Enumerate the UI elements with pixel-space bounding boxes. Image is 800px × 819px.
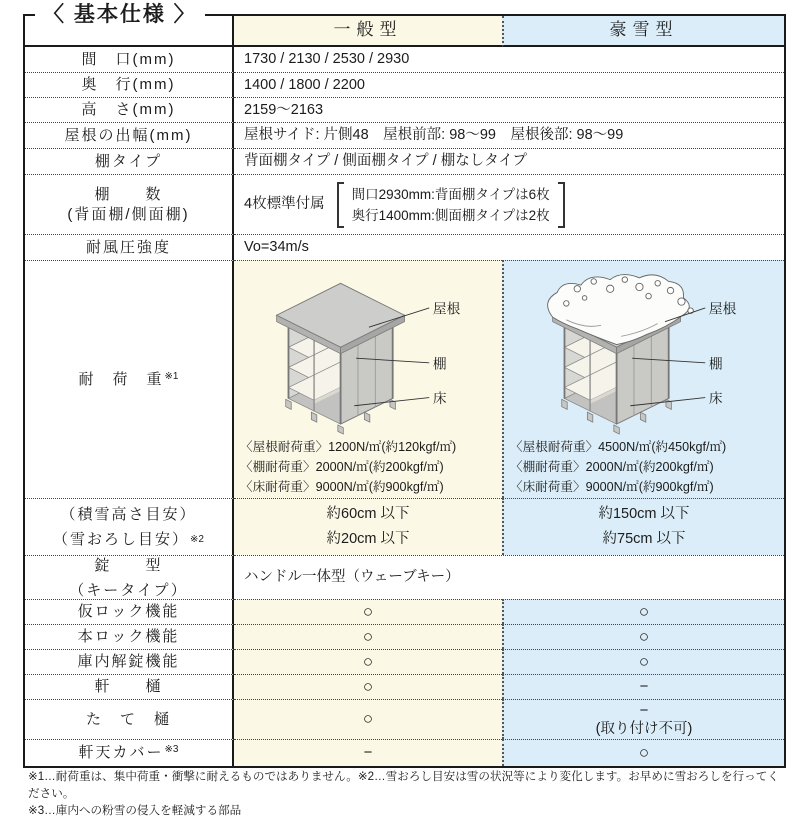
- row-lock-type-label: 錠 型 （キータイプ）: [25, 555, 234, 599]
- shed-illustration-general: [249, 265, 487, 435]
- fig-label-floor: 床: [708, 391, 723, 407]
- row-roof-overhang-value: 屋根サイド: 片側48 屋根前部: 98〜99 屋根後部: 98〜99: [234, 122, 784, 148]
- row-main-lock-heavy-snow: ○: [502, 624, 784, 649]
- row-depth-label: 奥 行(mm): [25, 72, 234, 97]
- footnotes: [28, 768, 788, 819]
- load-values-general: 〈屋根耐荷重〉1200N/㎡(約120kgf/㎡) 〈棚耐荷重〉2000N/㎡(約200kgf/㎡) 〈床耐荷重〉9000N/㎡(約900kgf/㎡): [240, 440, 457, 494]
- spec-grid: [25, 16, 784, 766]
- row-shelf-type-value: 背面棚タイプ / 側面棚タイプ / 棚なしタイプ: [234, 148, 784, 174]
- row-snow-height-general: 約60cm 以下 約20cm 以下: [234, 498, 502, 555]
- row-inner-unlock-heavy-snow: ○: [502, 649, 784, 674]
- row-eaves-gutter-general: ○: [234, 674, 502, 699]
- row-eaves-gutter-label: 軒 樋: [25, 674, 234, 699]
- row-snow-height-heavy-snow: 約150cm 以下 約75cm 以下: [502, 498, 784, 555]
- row-temp-lock-heavy-snow: ○: [502, 599, 784, 624]
- row-shelf-count-label: 棚 数 (背面棚/側面棚): [25, 174, 234, 234]
- row-temp-lock-label: 仮ロック機能: [25, 599, 234, 624]
- row-vertical-gutter-label: た て 樋: [25, 699, 234, 739]
- shelf-count-note: 間口2930mm:背面棚タイプは6枚 奥行1400mm:側面棚タイプは2枚: [337, 182, 565, 228]
- row-wind-value: Vo=34m/s: [234, 234, 784, 260]
- page-title: 〈 基本仕様 〉: [35, 0, 205, 30]
- row-load-label: 耐 荷 重$^{※1}$: [25, 260, 234, 498]
- row-soffit-cover-heavy-snow: ○: [502, 739, 784, 766]
- row-shelf-type-label: 棚タイプ: [25, 148, 234, 174]
- fig-label-floor: 床: [432, 391, 447, 407]
- column-header-heavy-snow: 豪雪型: [502, 16, 784, 47]
- fig-label-shelf: 棚: [432, 356, 447, 372]
- row-main-lock-label: 本ロック機能: [25, 624, 234, 649]
- row-shelf-count-value: 4枚標準付属 間口2930mm:背面棚タイプは6枚 奥行1400mm:側面棚タイプは2枚: [234, 174, 784, 234]
- fig-label-roof: 屋根: [432, 301, 461, 317]
- row-width-value: 1730 / 2130 / 2530 / 2930: [234, 47, 784, 72]
- load-values-heavy-snow: 〈屋根耐荷重〉4500N/㎡(約450kgf/㎡) 〈棚耐荷重〉2000N/㎡(約200kgf/㎡) 〈床耐荷重〉9000N/㎡(約900kgf/㎡): [510, 440, 727, 494]
- shed-illustration-heavy-snow: [525, 265, 763, 435]
- row-load-value-general: [234, 260, 502, 498]
- fig-label-roof: 屋根: [708, 301, 737, 317]
- row-height-label: 高 さ(mm): [25, 97, 234, 122]
- column-header-general: 一般型: [234, 16, 502, 47]
- row-wind-label: 耐風圧強度: [25, 234, 234, 260]
- row-depth-value: 1400 / 1800 / 2200: [234, 72, 784, 97]
- row-roof-overhang-label: 屋根の出幅(mm): [25, 122, 234, 148]
- row-inner-unlock-label: 庫内解錠機能: [25, 649, 234, 674]
- row-temp-lock-general: ○: [234, 599, 502, 624]
- row-load-value-heavy-snow: [502, 260, 784, 498]
- row-width-label: 間 口(mm): [25, 47, 234, 72]
- row-eaves-gutter-heavy-snow: −: [502, 674, 784, 699]
- row-height-value: 2159〜2163: [234, 97, 784, 122]
- row-lock-type-value: ハンドル一体型（ウェーブキー）: [234, 555, 784, 599]
- fig-label-shelf: 棚: [708, 356, 723, 372]
- row-soffit-cover-label: 軒天カバー$^{※3}$: [25, 739, 234, 766]
- row-soffit-cover-general: −: [234, 739, 502, 766]
- spec-table: [23, 3, 786, 768]
- row-vertical-gutter-general: ○: [234, 699, 502, 739]
- footnote-1: ※1…耐荷重は、集中荷重・衝撃に耐えるものではありません。※2…雪おろし目安は雪の状況等により変化します。お早めに雪おろしを行ってください。: [28, 770, 779, 800]
- row-vertical-gutter-heavy-snow: − (取り付け不可): [502, 699, 784, 739]
- row-snow-height-label: （積雪高さ目安） （雪おろし目安）$^{※2}$: [25, 498, 234, 555]
- row-main-lock-general: ○: [234, 624, 502, 649]
- row-inner-unlock-general: ○: [234, 649, 502, 674]
- footnote-2: ※3…庫内への粉雪の侵入を軽減する部品: [28, 804, 242, 817]
